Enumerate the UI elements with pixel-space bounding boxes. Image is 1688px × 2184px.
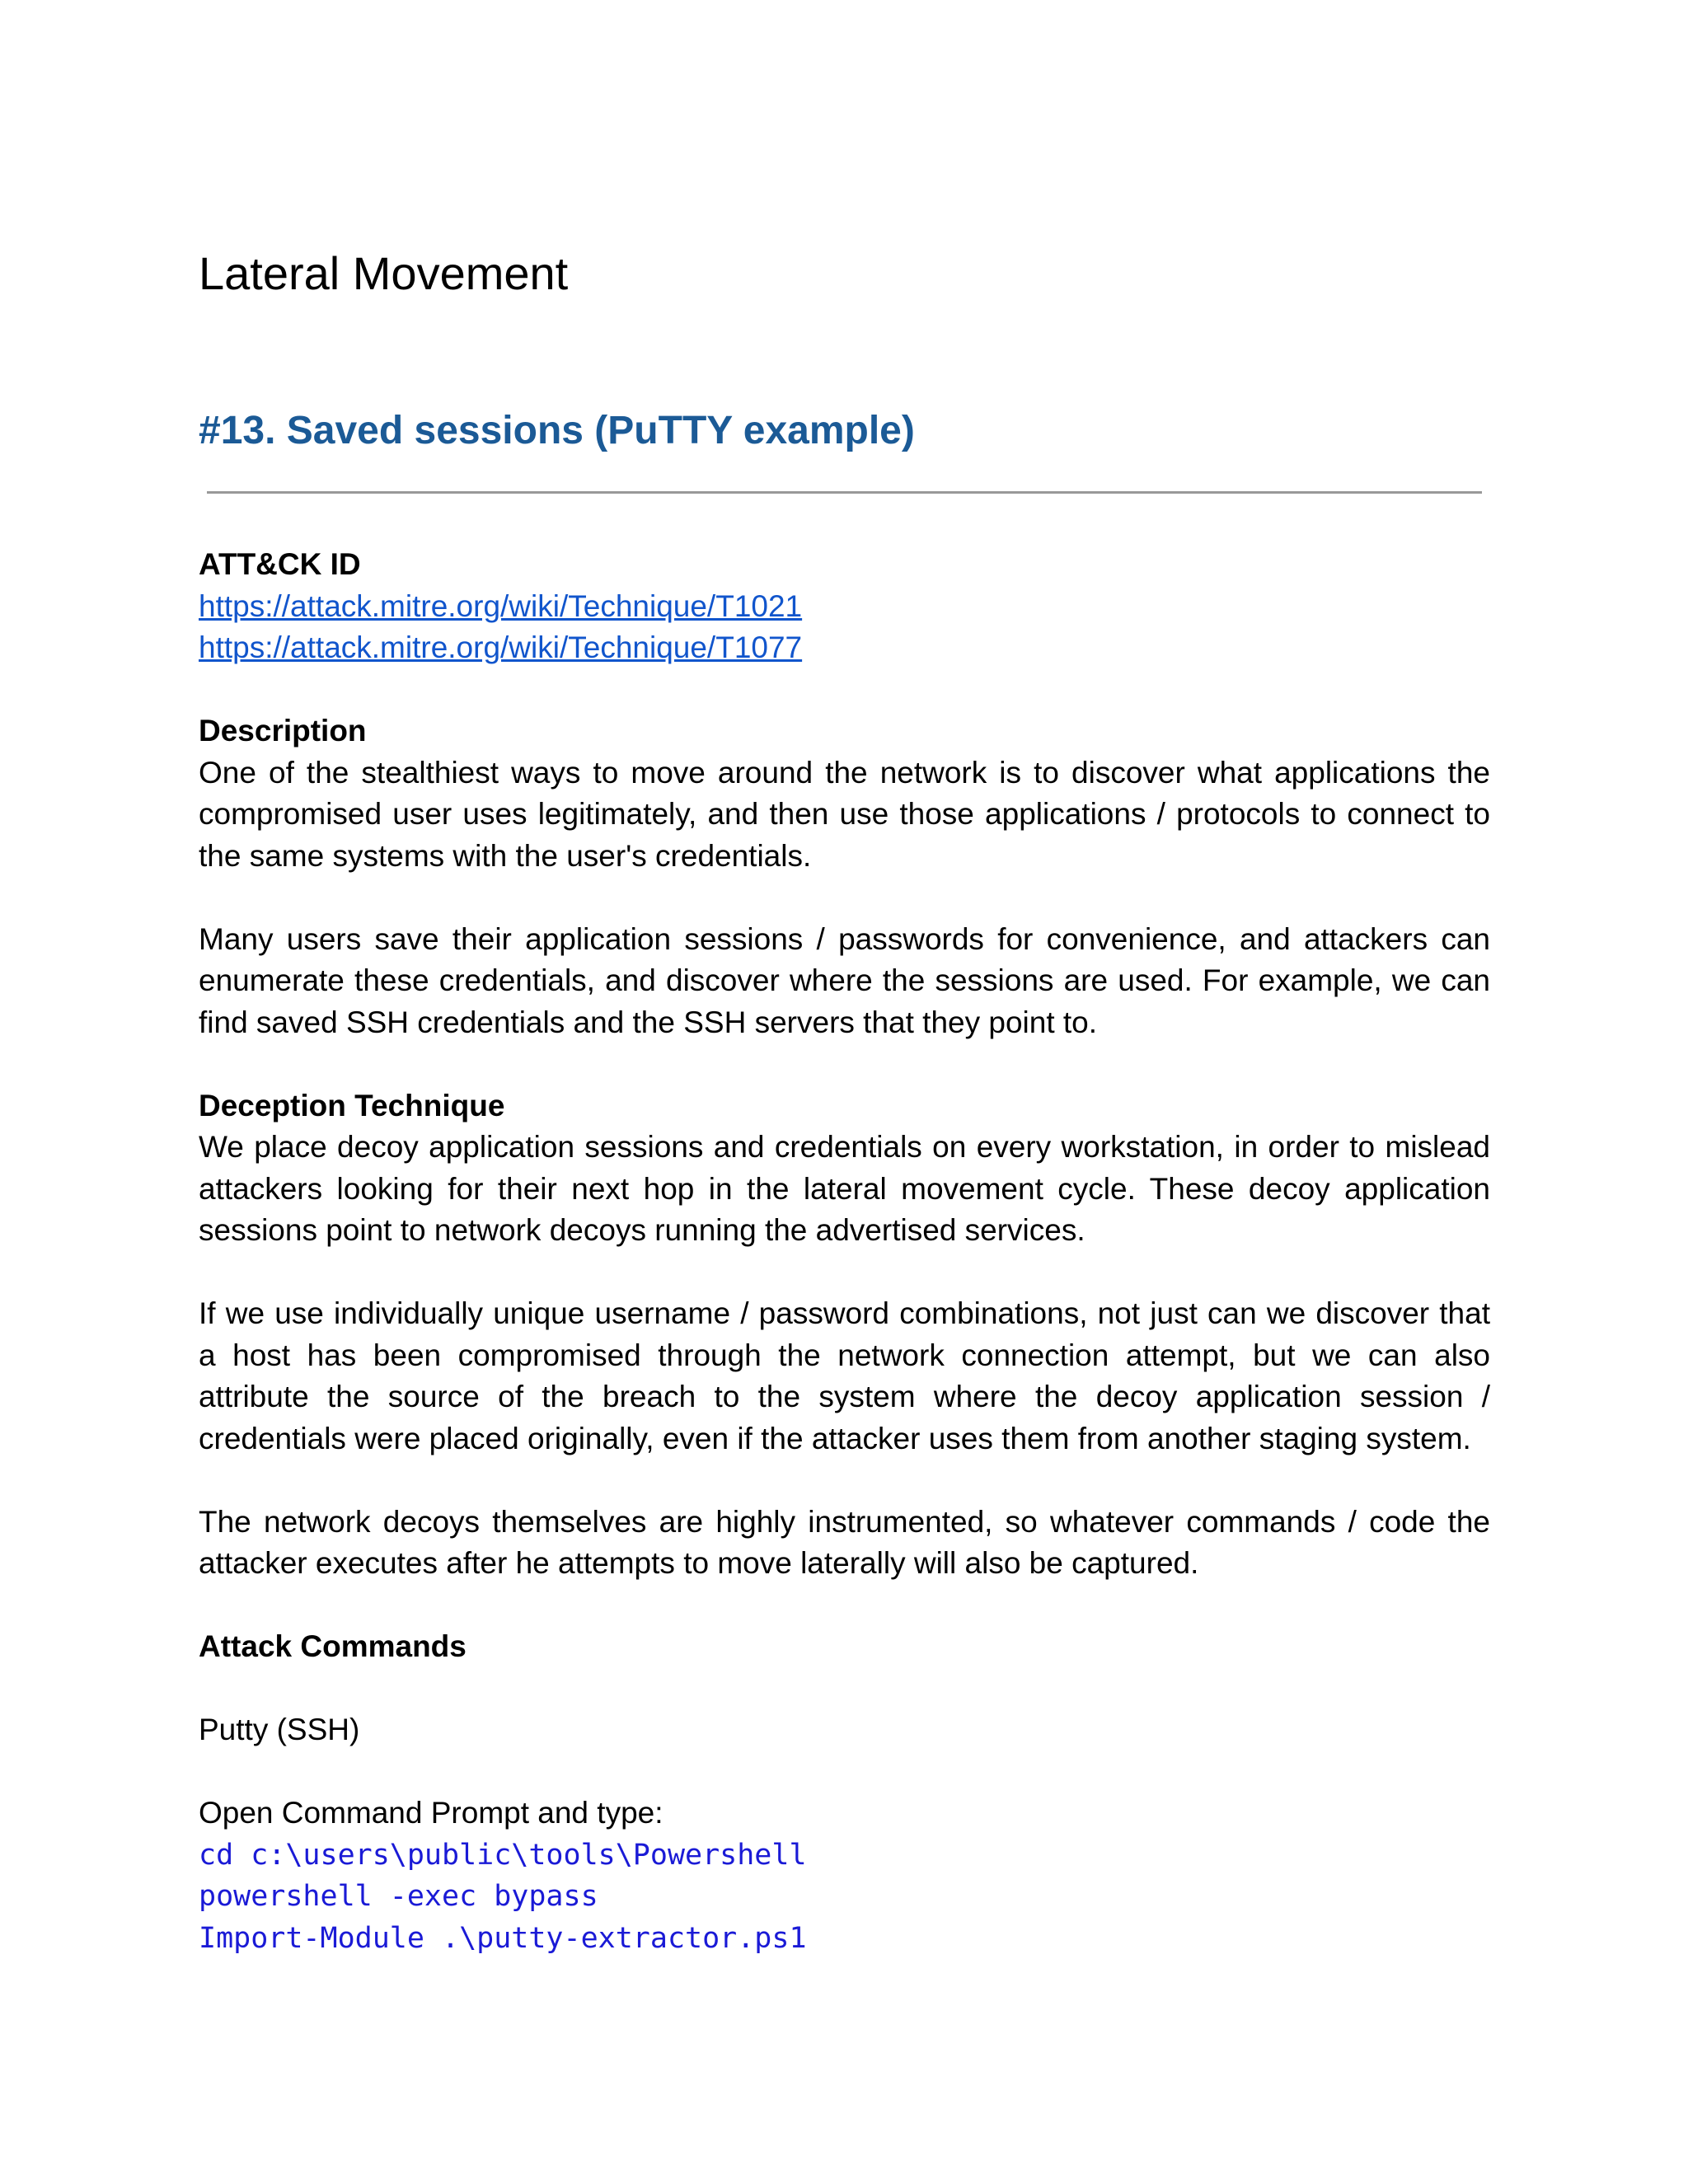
section-title: Lateral Movement: [199, 247, 569, 299]
description-paragraph: Many users save their application sessions / passwords for convenience, and attackers can enumerate these credentials, and discover where the sessions are used. For example, we can find saved SSH credentials and the SSH servers that they point to.: [199, 921, 1490, 1039]
deception-paragraph: We place decoy application sessions and credentials on every workstation, in order to mislead attackers looking for their next hop in the lateral movement cycle. These decoy application sessions point to network decoys running the advertised services.: [199, 1130, 1490, 1247]
attack-commands-heading: Attack Commands: [199, 1629, 467, 1663]
attack-id-link-t1021[interactable]: https://attack.mitre.org/wiki/Technique/T1021: [199, 588, 803, 623]
attack-id-link-t1077[interactable]: https://attack.mitre.org/wiki/Technique/T1077: [199, 630, 803, 664]
command-line: powershell -exec bypass: [199, 1880, 598, 1913]
command-instruction: Open Command Prompt and type:: [199, 1796, 663, 1830]
deception-paragraph: The network decoys themselves are highly instrumented, so whatever commands / code the attacker executes after he attempts to move laterally will also be captured.: [199, 1504, 1490, 1580]
deception-paragraph: If we use individually unique username / password combinations, not just can we discover that a host has been compromised through the network connection attempt, but we can also attribute the source of the breach to the system where the decoy application session / credentials were placed originally, even if the attacker uses them from another staging system.: [199, 1296, 1490, 1455]
command-line: Import-Module .\putty-extractor.ps1: [199, 1921, 807, 1955]
command-line: cd c:\users\public\tools\Powershell: [199, 1838, 807, 1872]
attack-id-heading: ATT&CK ID: [199, 547, 361, 581]
deception-heading: Deception Technique: [199, 1088, 505, 1122]
item-title: #13. Saved sessions (PuTTY example): [199, 409, 915, 452]
document-body: [199, 544, 1490, 1959]
description-heading: Description: [199, 714, 367, 748]
attack-tool-label: Putty (SSH): [199, 1713, 360, 1746]
horizontal-divider: [207, 491, 1482, 494]
description-paragraph: One of the stealthiest ways to move around the network is to discover what applications the compromised user uses legitimately, and then use those applications / protocols to connect to the same systems with the user's credentials.: [199, 755, 1490, 873]
